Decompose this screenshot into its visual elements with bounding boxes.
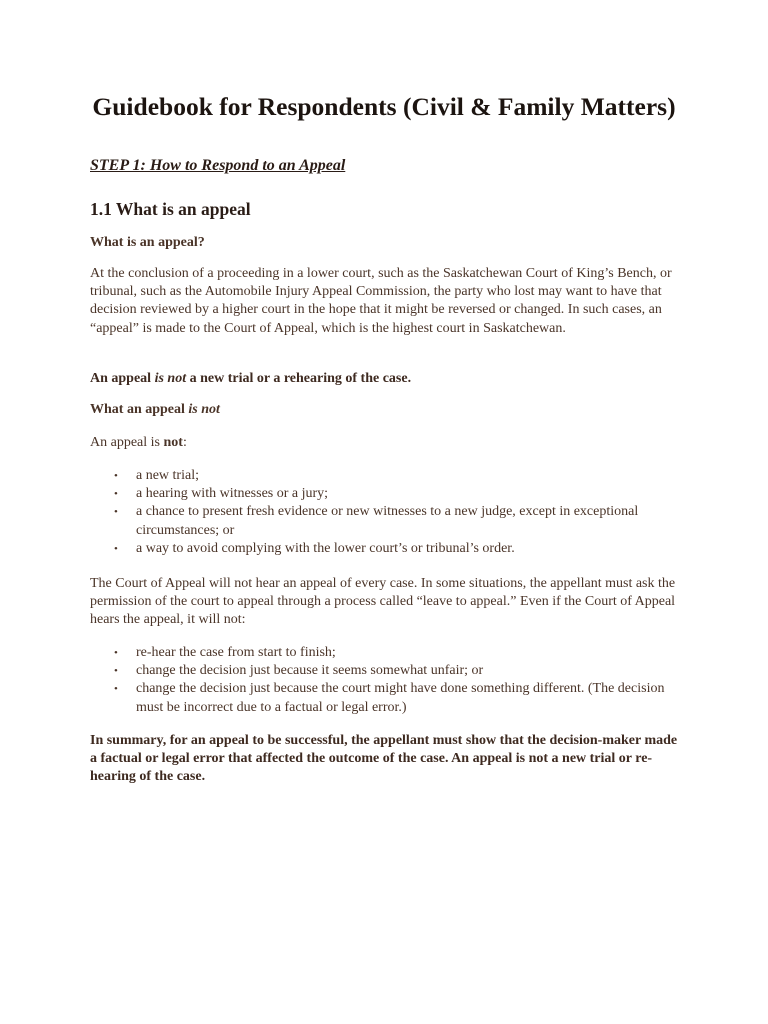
bullet-icon: • — [114, 488, 118, 501]
question-heading-what-appeal-is-not — [90, 402, 220, 418]
section-heading: 1.1 What is an appeal — [90, 199, 251, 219]
list-1-intro-part-2: not — [163, 435, 183, 450]
list-1-intro — [90, 434, 682, 452]
question-heading-part-1: What an appeal — [90, 402, 189, 417]
emphasis-line-part-2: is not — [154, 371, 187, 386]
list-item-text: a hearing with witnesses or a jury; — [136, 486, 329, 502]
bullet-icon: • — [114, 470, 118, 482]
list-item — [90, 662, 690, 680]
bullet-icon: • — [114, 542, 118, 555]
appeal-is-not-list — [90, 467, 690, 558]
step-heading: STEP 1: How to Respond to an Appeal — [90, 157, 346, 174]
list-item — [90, 680, 690, 716]
list-item-text: a chance to present fresh evidence or new witnesses to a new judge, except in exceptional circumstances; or — [136, 504, 639, 538]
bullet-icon: • — [114, 683, 118, 696]
list-item-text: change the decision just because it seems somewhat unfair; or — [136, 663, 484, 679]
question-heading-part-2: is not — [188, 402, 220, 417]
leave-to-appeal-paragraph: The Court of Appeal will not hear an appeal of every case. In some situations, the appellant must ask the permission of the court to appeal through a process called “leave to appeal.” Even if the Court of Appeal hears the appeal, it will not: — [90, 576, 676, 628]
bullet-icon: • — [114, 647, 118, 659]
bullet-icon: • — [114, 665, 118, 678]
list-item — [90, 644, 690, 662]
list-item — [90, 503, 690, 539]
emphasis-line-part-1: An appeal — [90, 371, 155, 386]
list-item-text: a way to avoid complying with the lower court’s or tribunal’s order. — [136, 540, 515, 556]
emphasis-line-part-3: a new trial or a rehearing of the case. — [186, 371, 412, 386]
document-title: Guidebook for Respondents (Civil & Family Matters) — [92, 92, 676, 121]
summary-paragraph: In summary, for an appeal to be successful, the appellant must show that the decision-maker made a factual or legal error that affected the outcome of the case. An appeal is not a new trial or re-hearing of the case. — [90, 733, 678, 785]
list-item — [90, 540, 690, 558]
list-item-text: change the decision just because the court might have done something different. (The decision must be incorrect due to a factual or legal error.) — [136, 681, 665, 715]
list-item-text: re-hear the case from start to finish; — [136, 645, 336, 660]
list-item — [90, 485, 690, 503]
court-will-not-list — [90, 644, 690, 717]
emphasis-line — [90, 370, 682, 388]
list-item-text: a new trial; — [136, 468, 199, 483]
bullet-icon: • — [114, 506, 118, 519]
list-1-intro-part-3: : — [182, 435, 187, 450]
question-heading-what-is-appeal: What is an appeal? — [90, 235, 205, 250]
list-item — [90, 467, 690, 485]
list-1-intro-part-1: An appeal is — [90, 435, 164, 450]
intro-paragraph: At the conclusion of a proceeding in a lower court, such as the Saskatchewan Court of King’s Bench, or tribunal, such as the Automobile Injury Appeal Commission, the party who lost may want to have that decision reviewed by a higher court in the hope that it might be reversed or changed. In such cases, an “appeal” is made to the Court of Appeal, which is the highest court in Saskatchewan. — [90, 266, 672, 336]
